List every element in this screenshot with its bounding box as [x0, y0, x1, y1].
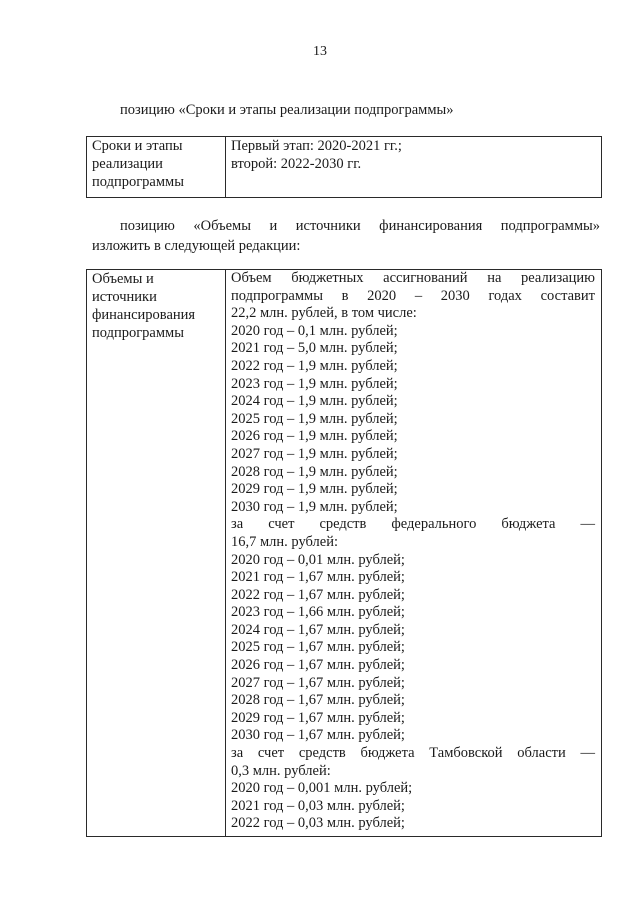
funding-label-line: подпрограммы — [92, 325, 184, 341]
federal-year-line: 2020 год – 0,01 млн. рублей; — [231, 551, 405, 568]
funding-table — [86, 269, 602, 837]
terms-label-line: Сроки и этапы — [92, 138, 183, 154]
intro-line: 22,2 млн. рублей, в том числе: — [231, 305, 417, 322]
federal-year-line: 2021 год – 1,67 млн. рублей; — [231, 569, 405, 586]
terms-label-line: реализации — [92, 156, 163, 172]
terms-label-cell — [87, 137, 226, 198]
total-year-line: 2027 год – 1,9 млн. рублей; — [231, 445, 398, 462]
federal-year-line: 2023 год – 1,66 млн. рублей; — [231, 604, 405, 621]
regional-year-line: 2021 год – 0,03 млн. рублей; — [231, 797, 405, 814]
funding-label-line: финансирования — [92, 307, 196, 323]
funding-label-cell — [87, 270, 226, 837]
total-year-line: 2029 год – 1,9 млн. рублей; — [231, 481, 398, 498]
total-year-line: 2023 год – 1,9 млн. рублей; — [231, 375, 398, 392]
terms-value-cell — [226, 137, 602, 198]
federal-year-line: 2024 год – 1,67 млн. рублей; — [231, 621, 405, 638]
total-year-line: 2026 год – 1,9 млн. рублей; — [231, 428, 398, 445]
table-row — [87, 270, 602, 837]
regional-header-line: за счет средств бюджета Тамбовской области — — [231, 745, 595, 762]
federal-header-line: 16,7 млн. рублей: — [231, 533, 339, 550]
intro-line: подпрограммы в 2020 – 2030 годах составит — [231, 287, 595, 304]
total-year-line: 2025 год – 1,9 млн. рублей; — [231, 410, 398, 427]
table-row — [87, 137, 602, 198]
total-year-line: 2021 год – 5,0 млн. рублей; — [231, 340, 398, 357]
federal-year-line: 2025 год – 1,67 млн. рублей; — [231, 639, 405, 656]
federal-year-line: 2028 год – 1,67 млн. рублей; — [231, 692, 405, 709]
terms-label-line: подпрограммы — [92, 174, 184, 190]
federal-year-line: 2026 год – 1,67 млн. рублей; — [231, 657, 405, 674]
total-year-line: 2028 год – 1,9 млн. рублей; — [231, 463, 398, 480]
funding-label-line: Объемы и — [92, 271, 154, 287]
funding-label-line: источники — [92, 289, 157, 305]
paragraph-funding-position: позицию «Объемы и источники финансирования подпрограммы» — [120, 218, 600, 234]
regional-year-line: 2020 год – 0,001 млн. рублей; — [231, 780, 413, 797]
terms-value-line: Первый этап: 2020-2021 гг.; — [231, 138, 402, 154]
regional-header-line: 0,3 млн. рублей: — [231, 762, 331, 779]
total-year-line: 2020 год – 0,1 млн. рублей; — [231, 322, 398, 339]
funding-value-cell — [226, 270, 602, 837]
federal-year-line: 2027 год – 1,67 млн. рублей; — [231, 674, 405, 691]
total-year-line: 2022 год – 1,9 млн. рублей; — [231, 357, 398, 374]
paragraph-terms-position: позицию «Сроки и этапы реализации подпрограммы» — [120, 102, 454, 118]
regional-year-line: 2022 год – 0,03 млн. рублей; — [231, 815, 405, 832]
terms-table — [86, 136, 602, 198]
total-year-line: 2024 год – 1,9 млн. рублей; — [231, 393, 398, 410]
federal-year-line: 2029 год – 1,67 млн. рублей; — [231, 709, 405, 726]
intro-line: Объем бюджетных ассигнований на реализацию — [231, 270, 595, 286]
total-year-line: 2030 год – 1,9 млн. рублей; — [231, 498, 398, 515]
paragraph-funding-position-cont: изложить в следующей редакции: — [92, 238, 301, 254]
federal-header-line: за счет средств федерального бюджета — — [231, 516, 595, 533]
federal-year-line: 2022 год – 1,67 млн. рублей; — [231, 586, 405, 603]
terms-value-line: второй: 2022-2030 гг. — [231, 156, 362, 172]
federal-year-line: 2030 год – 1,67 млн. рублей; — [231, 727, 405, 744]
page-number: 13 — [313, 44, 327, 59]
